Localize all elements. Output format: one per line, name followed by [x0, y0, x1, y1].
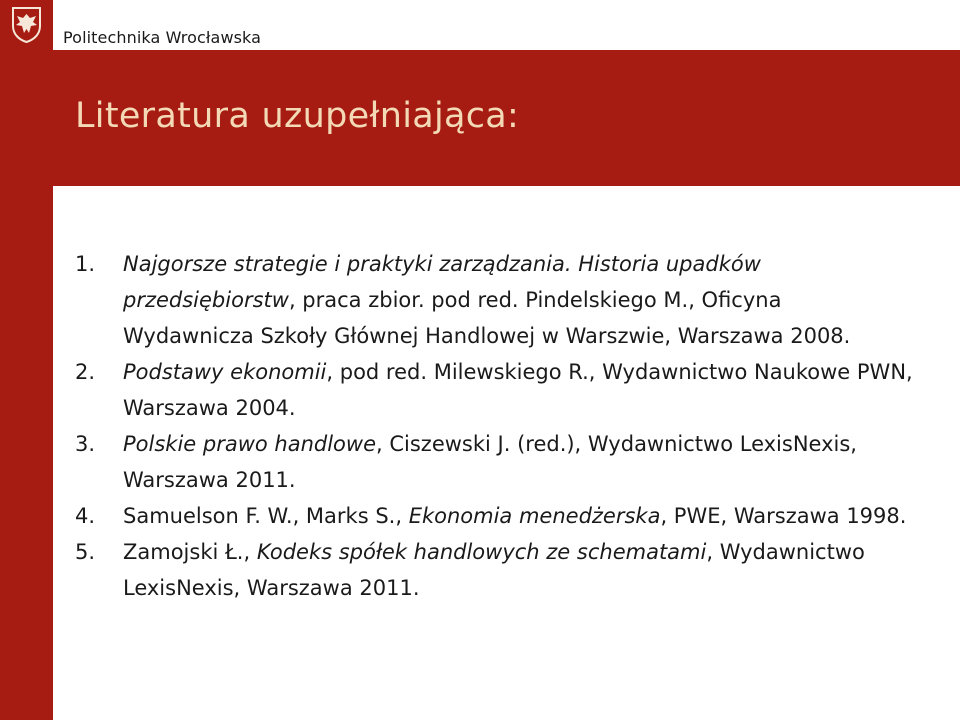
brand-name: Politechnika Wrocławska	[63, 28, 262, 47]
reference-authors: Samuelson F. W., Marks S.,	[123, 504, 409, 528]
eagle-crest-icon	[11, 6, 42, 44]
list-item	[75, 534, 915, 606]
reference-authors: Zamojski Ł.,	[123, 540, 257, 564]
reference-title: Najgorsze strategie i praktyki zarządzania. Historia upadków przedsiębiorstw	[123, 252, 761, 312]
university-logo	[0, 0, 53, 50]
reference-details: , PWE, Warszawa 1998.	[660, 504, 907, 528]
list-item-number: 5.	[75, 540, 96, 564]
list-item	[75, 354, 915, 426]
reference-details: , Ciszewski J. (red.), Wydawnictwo LexisNexis, Warszawa 2011.	[123, 432, 857, 492]
reference-list	[75, 246, 915, 606]
list-item-number: 4.	[75, 504, 96, 528]
reference-title: Polskie prawo handlowe	[123, 432, 377, 456]
list-item	[75, 246, 915, 354]
reference-title: Podstawy ekonomii	[123, 360, 327, 384]
reference-details: , Wydawnictwo LexisNexis, Warszawa 2011.	[123, 540, 865, 600]
slide-title: Literatura uzupełniająca:	[75, 96, 520, 136]
list-item-number: 2.	[75, 360, 96, 384]
reference-details: , pod red. Milewskiego R., Wydawnictwo Naukowe PWN, Warszawa 2004.	[123, 360, 913, 420]
left-accent-strip	[0, 0, 53, 720]
list-item	[75, 426, 915, 498]
reference-title: Ekonomia menedżerska	[408, 504, 661, 528]
list-item-number: 3.	[75, 432, 96, 456]
list-item-number: 1.	[75, 252, 96, 276]
list-item	[75, 498, 915, 534]
reference-details: , praca zbior. pod red. Pindelskiego M., Oficyna Wydawnicza Szkoły Głównej Handlowej w Warszwie, Warszawa 2008.	[123, 288, 851, 348]
reference-title: Kodeks spółek handlowych ze schematami	[256, 540, 707, 564]
